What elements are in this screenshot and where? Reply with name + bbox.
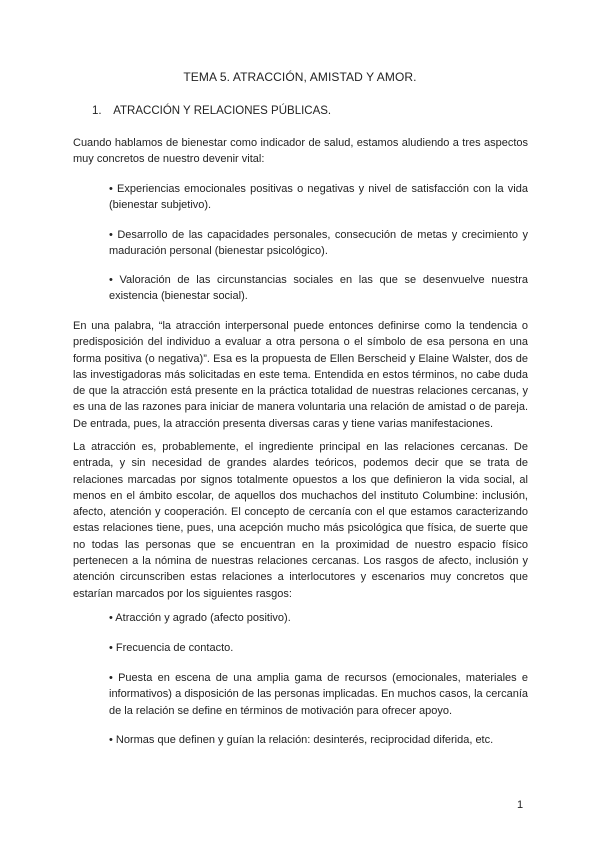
paragraph-definition: En una palabra, “la atracción interpersonal puede entonces definirse como la tendencia o predisposición del individuo a evaluar a otra persona o el símbolo de esa persona en una forma positiva (o negativa)”. Esa es la propuesta de Ellen Berscheid y Elaine Walster, dos de las investigadoras más solicitadas en este tema. Entendida en estos términos, no cabe duda de que la atracción está presente en la práctica totalidad de nuestras relaciones cercanas, y es una de las razones para iniciar de manera voluntaria una relación de amistad o de pareja. De entrada, pues, la atracción presenta diversas caras y tiene varias manifestaciones. bbox=[73, 320, 528, 430]
trait-item-attraction: • Atracción y agrado (afecto positivo). bbox=[109, 612, 291, 624]
paragraph-close-relations: La atracción es, probablemente, el ingrediente principal en las relaciones cercanas. De entrada, y sin necesidad de grandes alardes teóricos, podemos decir que se trata de relaciones marcadas por signos totalmente opuestos a los que definieron la vida social, al menos en el ámbito escolar, de aquellos dos muchachos del instituto Columbine: inclusión, afecto, atención y cooperación. El concepto de cercanía con el que estamos caracterizando estas relaciones tiene, pues, una acepción mucho más psicológica que física, de suerte que no todas las personas que se encuentran en la proximidad de nuestro espacio físico pertenecen a la nómina de nuestras relaciones cercanas. Los rasgos de afecto, inclusión y atención circunscriben estas relaciones a interlocutores y escenarios muy concretos que estarían marcados por los siguientes rasgos: bbox=[73, 441, 528, 600]
aspect-item-subjective: • Experiencias emocionales positivas o negativas y nivel de satisfacción con la vida (bienestar subjetivo). bbox=[109, 183, 528, 212]
intro-paragraph: Cuando hablamos de bienestar como indicador de salud, estamos aludiendo a tres aspectos muy concretos de nuestro devenir vital: bbox=[73, 137, 528, 166]
trait-item-norms: • Normas que definen y guían la relación: desinterés, reciprocidad diferida, etc. bbox=[109, 734, 494, 746]
aspect-item-psychological: • Desarrollo de las capacidades personales, consecución de metas y crecimiento y maduración personal (bienestar psicológico). bbox=[109, 229, 528, 258]
section-heading bbox=[92, 105, 331, 117]
document-title: TEMA 5. ATRACCIÓN, AMISTAD Y AMOR. bbox=[183, 70, 417, 84]
section-number: 1. bbox=[92, 105, 102, 117]
aspect-item-social: • Valoración de las circunstancias sociales en las que se desenvuelve nuestra existencia (bienestar social). bbox=[109, 274, 528, 303]
trait-item-frequency: • Frecuencia de contacto. bbox=[109, 642, 234, 654]
trait-item-resources: • Puesta en escena de una amplia gama de recursos (emocionales, materiales e informativos) a disposición de las personas implicadas. En muchos casos, la cercanía de la relación se define en términos de motivación para ofrecer apoyo. bbox=[109, 672, 528, 717]
section-title: ATRACCIÓN Y RELACIONES PÚBLICAS. bbox=[113, 105, 332, 117]
page-number: 1 bbox=[517, 799, 524, 811]
